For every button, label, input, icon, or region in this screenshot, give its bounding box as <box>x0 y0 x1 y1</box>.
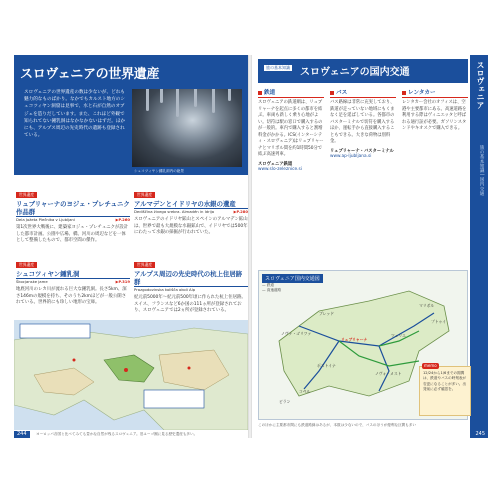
heritage-tag: 世界遺産 <box>16 192 37 198</box>
page-reference-link[interactable]: ▶P.319 <box>115 279 130 284</box>
city-label: ツェリエ <box>391 333 406 338</box>
website-link[interactable]: www.ap-ljubljana.si <box>330 153 372 159</box>
section-header <box>258 59 468 83</box>
column-heading: 鉄道 <box>264 90 276 96</box>
heritage-site-pile-dwellings <box>134 251 248 315</box>
legend-highway: — 高速道路 <box>262 288 282 292</box>
city-label: リュブリャーナ <box>341 337 368 342</box>
map-caption: ヨーロッパ各国と比べてみても豊かな自然が残るスロヴェニア。旧ユーゴ圏に見る歴史遺産も多い。 <box>36 432 198 436</box>
site-native-name: Dediščina živega srebra. Almadén in Idrija <box>134 209 215 214</box>
bullet-icon <box>330 91 334 95</box>
city-label: ブレッド <box>319 311 334 316</box>
site-description: 紀元前5000年〜紀元前500年頃に作られた杭上住居跡。スイス、フランスなど6か国の111ヵ所が登録されており、スロヴェニアでは2ヵ所が登録されている。 <box>134 295 246 314</box>
photo-caption: シュコツィヤン鍾乳洞内の絶景 <box>134 169 184 173</box>
column-heading: バス <box>336 90 348 96</box>
heritage-site-idrija <box>134 181 248 237</box>
heritage-tag: 世界遺産 <box>134 262 155 268</box>
chapter-side-tab[interactable] <box>470 55 488 438</box>
hero-intro-text: スロヴェニアの世界遺産の数は少ないが、どれも魅力的なものばかり。なかでもカルスト地方のシュコツィヤン洞窟は見事で、水と石が自然のオブジェを造りだしています。また、これほど外観で知られてない鍾乳洞はなかなかないはずだ。ほかにも、アルプス周辺の先史時代の遺跡も登録されている。 <box>24 90 126 139</box>
column-source: リュブリャーナ・バスターミナル <box>330 148 394 154</box>
side-tab-subtitle: 旅の基本知識 | 国内交通 <box>479 145 484 196</box>
right-page <box>252 55 488 438</box>
website-link[interactable]: www.slo-zeleznice.si <box>258 166 302 172</box>
city-label: コペル <box>299 389 311 394</box>
cave-photo <box>132 89 242 167</box>
page-reference-link[interactable]: ▶P.280 <box>233 209 248 214</box>
city-label: ポストイナ <box>317 363 336 368</box>
city-label: ノヴォ・メスト <box>375 371 402 376</box>
city-label: ノヴァ・ゴリツァ <box>281 331 312 336</box>
site-name: シュコツィヤン鍾乳洞 <box>16 270 130 279</box>
section-tag: 旅の基本知識 <box>266 65 290 70</box>
transport-column-bus <box>330 89 396 160</box>
transport-map <box>258 270 468 420</box>
memo-box <box>419 363 471 416</box>
site-name: リュブリャーナのヨジェ・プレチュニク作品群 <box>16 200 130 216</box>
map-footnote: このほかに主要都市間にも鉄道路線はあるが、本数は少ないので、バスのほうが便利な区間も多い <box>258 423 417 427</box>
transport-column-rail <box>258 89 324 173</box>
page-title: スロヴェニアの世界遺産 <box>20 67 160 82</box>
memo-label: memo <box>424 363 437 368</box>
site-name: アルマデンとイドリヤの水銀の遺産 <box>134 200 248 209</box>
city-label: プトゥイ <box>431 319 447 324</box>
column-heading: レンタカー <box>408 90 436 96</box>
heritage-site-plecnik <box>16 181 130 245</box>
page-number: 244 <box>14 431 30 438</box>
map-title: スロヴェニア国内交通図 <box>262 274 323 283</box>
column-text: バス路線は非常に充実しており、鉄道が走っていない地域にもくまなく足を延ばしている。各都市のバスターミナルで切符を購入するほか、運転手から直接購入することもできる。大きな荷物は別料金。 <box>330 100 395 144</box>
city-label: ピラン <box>279 399 291 404</box>
page-number: 245 <box>472 431 488 438</box>
site-name: アルプス周辺の先史時代の杭上住居跡群 <box>134 270 248 287</box>
column-source: スロヴェニア鉄道 <box>258 161 293 167</box>
bullet-icon <box>402 91 406 95</box>
side-tab-title: スロヴェニア <box>476 61 485 109</box>
region-map-graphic <box>14 320 248 430</box>
page-reference-link[interactable]: ▶P.260 <box>115 217 130 222</box>
site-description: 地底河川のレカ川が流れる巨大な鍾乳洞。長さ5km、深さ146mの規模を持ち、そのうち2kmほどが一般公開されている。世界的にも珍しい地形の宝庫。 <box>16 287 127 306</box>
memo-text: 12/24から1/6までの期間は、鉄道やバスの時刻表が変更になることが多い。出発前に必ず確認を。 <box>423 371 467 392</box>
left-page <box>14 55 248 438</box>
section-title: スロヴェニアの国内交通 <box>300 67 410 78</box>
hero-banner <box>14 55 248 175</box>
legend-rail: — 鉄道 <box>262 283 274 287</box>
site-description: 第1次世界大戦後に、建築家ヨジェ・プレチュニクが設計した都市計画。公園や広場、橋、河川の周辺などを一体として整備したもので、都市空間の傑作。 <box>16 225 129 244</box>
transport-column-rental-car <box>402 89 468 133</box>
heritage-site-skocjan <box>16 251 130 307</box>
europe-region-map <box>14 320 248 430</box>
site-native-name: Prazgodovinska kolišča okoli Alp <box>134 287 196 292</box>
column-text: レンタカー会社のオフィスは、空港や主要都市にある。高速道路を利用する際はヴィニエッタと呼ばれる通行証が必要。ガソリンスタンドやキオスクで購入できる。 <box>402 100 467 131</box>
heritage-tag: 世界遺産 <box>134 192 155 198</box>
site-native-name: Škocjanske jame <box>16 279 48 284</box>
site-description: スロヴェニアのイドリヤ鉱山とスペインのアルマデン鉱山は、世界で最も大規模な水銀鉱山で、イドリヤでは500年にわたって水銀の採掘が行われていた。 <box>134 217 248 236</box>
site-native-name: Dela Jožeta Plečnika v Ljubljani <box>16 217 75 222</box>
city-label: マリボル <box>419 303 435 308</box>
bullet-icon <box>258 91 262 95</box>
column-text: スロヴェニアの鉄道網は、リュブリャーナを起点に多くの都市を結ぶ。車両も新しく乗り心地がよい。切符は駅の窓口で購入するのが一般的。車内で購入すると割増料金がかかる。ICS(インターシティ・スロヴェニア)はリュブリャーナとマリボル間を約1時間50分で結ぶ高速列車。 <box>258 100 324 157</box>
heritage-tag: 世界遺産 <box>16 262 37 268</box>
